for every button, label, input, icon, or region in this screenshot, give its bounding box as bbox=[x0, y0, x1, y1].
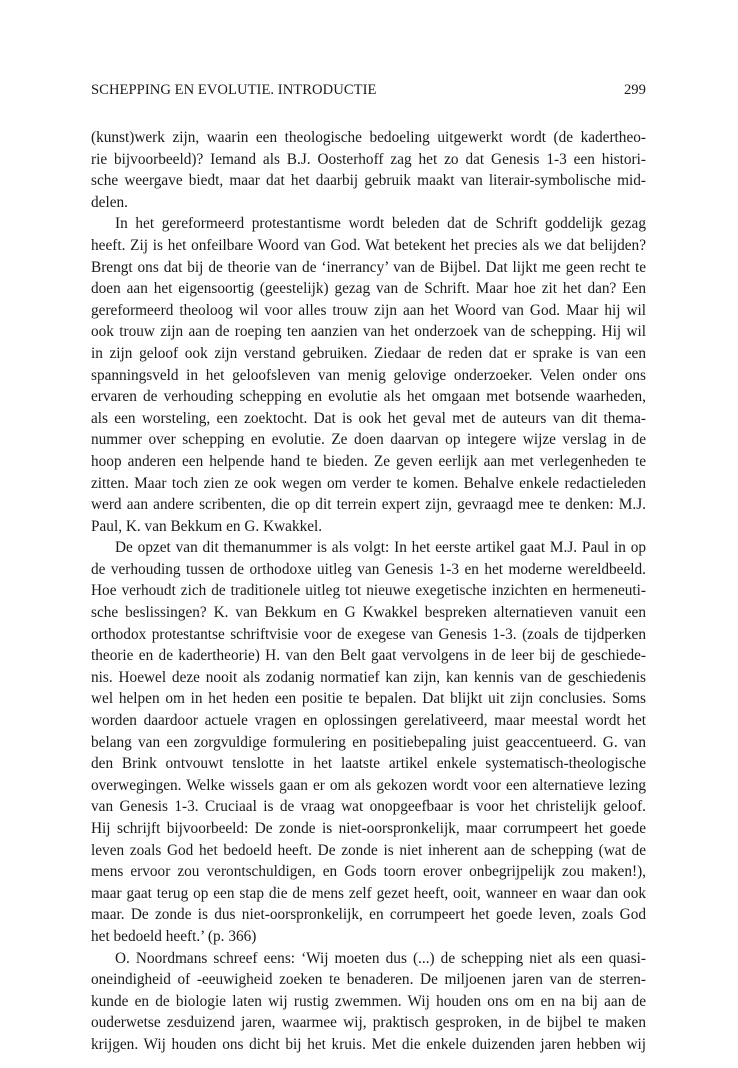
text-line: gereformeerd theoloog wil voor alles trouw zijn aan het Woord van God. Maar hij wil bbox=[91, 301, 646, 319]
text-line: O. Noordmans schreef eens: ‘Wij moeten dus (...) de schepping niet als een quasi- bbox=[115, 949, 646, 967]
text-line: Hoe verhoudt zich de traditionele uitleg tot nieuwe exegetische inzichten en hermeneuti- bbox=[91, 582, 646, 600]
text-line: kunde en de biologie laten wij rustig zwemmen. Wij houden ons om en na bij aan de bbox=[91, 992, 646, 1010]
text-line: heeft. Zij is het onfeilbare Woord van God. Wat betekent het precies als we dat belijden? bbox=[91, 236, 646, 254]
text-line: mens ervoor zou verontschuldigen, en Gods toorn erover onbegrijpelijk zou maken!), bbox=[91, 863, 646, 881]
text-line: ervaren de verhouding schepping en evolutie als het omgaan met botsende waarheden, bbox=[91, 388, 646, 406]
text-line: nummer over schepping en evolutie. Ze doen daarvan op integere wijze verslag in de bbox=[91, 431, 646, 449]
text-line: worden daardoor actuele vragen en oplossingen gerelativeerd, maar meestal wordt het bbox=[91, 712, 646, 730]
text-line: delen. bbox=[91, 193, 128, 211]
text-line: theorie en de kadertheorie) H. van den Belt gaat vervolgens in de leer bij de geschiede- bbox=[91, 647, 646, 665]
text-line: den Brink ontvouwt tenslotte in het laatste artikel enkele systematisch-theologische bbox=[91, 755, 646, 773]
running-head bbox=[91, 80, 646, 100]
text-line: Hij schrijft bijvoorbeeld: De zonde is niet-oorspronkelijk, maar corrumpeert het goede bbox=[91, 820, 646, 837]
text-line: van Genesis 1-3. Cruciaal is de vraag wat onopgeefbaar is voor het christelijk geloof. bbox=[91, 798, 646, 816]
text-line: In het gereformeerd protestantisme wordt beleden dat de Schrift goddelijk gezag bbox=[115, 215, 646, 233]
text-line: in zijn geloof ook zijn verstand gebruiken. Ziedaar de reden dat er sprake is van een bbox=[91, 344, 646, 362]
paragraph-3 bbox=[91, 537, 646, 947]
text-line: maar gaat terug op een stap die de mens zelf gezet heeft, ooit, wanneer en waar dan ook bbox=[91, 884, 646, 902]
running-title: SCHEPPING EN EVOLUTIE. INTRODUCTIE bbox=[91, 82, 377, 98]
text-line: spanningsveld in het geloofsleven van menig gelovige onderzoeker. Velen onder ons bbox=[91, 366, 646, 384]
page-number: 299 bbox=[623, 82, 646, 98]
text-line: Paul, K. van Bekkum en G. Kwakkel. bbox=[91, 517, 323, 535]
text-line: belang van een zorgvuldige formulering en positiebepaling juist geaccentueerd. G. van bbox=[91, 733, 646, 751]
text-line: de verhouding tussen de orthodoxe uitleg van Genesis 1-3 en het moderne wereldbeeld. bbox=[91, 560, 646, 578]
text-line: Brengt ons dat bij de theorie van de ‘inerrancy’ van de Bijbel. Dat lijkt me geen recht te bbox=[91, 258, 646, 276]
text-line: nis. Hoewel deze nooit als zodanig normatief kan zijn, kan kennis van de geschiedenis bbox=[91, 668, 646, 686]
text-line: ouderwetse zesduizend jaren, waarmee wij, praktisch gesproken, in de bijbel te maken bbox=[91, 1014, 646, 1032]
text-line: ook trouw zijn aan de roeping ten aanzien van het onderzoek van de schepping. Hij wil bbox=[91, 323, 646, 341]
text-line: maar. De zonde is dus niet-oorspronkelijk, en corrumpeert het goede leven, zoals God bbox=[91, 906, 646, 924]
text-line: sche beslissingen? K. van Bekkum en G Kwakkel bespreken alternatieven vanuit een bbox=[91, 604, 646, 622]
text-line: overwegingen. Welke wissels gaan er om als gekozen wordt voor een alternatieve lezing bbox=[91, 776, 646, 794]
text-line: het bedoeld heeft.’ (p. 366) bbox=[91, 927, 257, 945]
text-line: rie bijvoorbeeld)? Iemand als B.J. Oosterhoff zag het zo dat Genesis 1-3 een histori- bbox=[91, 150, 646, 168]
text-line: werd aan andere scribenten, die op dit terrein expert zijn, gevraagd mee te denken: M.J. bbox=[91, 496, 646, 514]
text-line: De opzet van dit themanummer is als volgt: In het eerste artikel gaat M.J. Paul in op bbox=[115, 539, 646, 557]
text-line: wel helpen om in het heden een positie te bepalen. Dat blijkt uit zijn conclusies. Soms bbox=[91, 690, 646, 708]
document-page bbox=[91, 0, 646, 1068]
paragraph-4 bbox=[91, 948, 646, 1056]
text-line: doen aan het eigensoortig (geestelijk) gezag van de Schrift. Maar hoe zit het dan? Een bbox=[91, 280, 646, 298]
text-line: leven zoals God het bedoeld heeft. De zonde is niet inherent aan de schepping (wat de bbox=[91, 841, 646, 859]
text-line: zitten. Maar toch zien ze ook wegen om verder te komen. Behalve enkele redactieleden bbox=[91, 474, 646, 492]
text-line: krijgen. Wij houden ons dicht bij het kruis. Met die enkele duizenden jaren hebben wij bbox=[91, 1035, 646, 1053]
text-line: (kunst)werk zijn, waarin een theologische bedoeling uitgewerkt wordt (de kadertheo- bbox=[91, 129, 646, 146]
paragraph-2 bbox=[91, 213, 646, 537]
text-line: hoop anderen een helpende hand te bieden. Ze geven eerlijk aan met verlegenheden te bbox=[91, 452, 646, 470]
body-text bbox=[91, 127, 646, 1056]
text-line: sche weergave biedt, maar dat het daarbij gebruik maakt van literair-symbolische mid- bbox=[91, 172, 646, 190]
text-line: oneindigheid of -eeuwigheid zoeken te benaderen. De miljoenen jaren van de sterren- bbox=[91, 971, 646, 989]
text-line: orthodox protestantse schriftvisie voor de exegese van Genesis 1-3. (zoals de tijdperken bbox=[91, 625, 646, 643]
paragraph-1 bbox=[91, 127, 646, 213]
text-line: als een worsteling, een zoektocht. Dat is ook het geval met de auteurs van dit thema- bbox=[91, 409, 646, 427]
